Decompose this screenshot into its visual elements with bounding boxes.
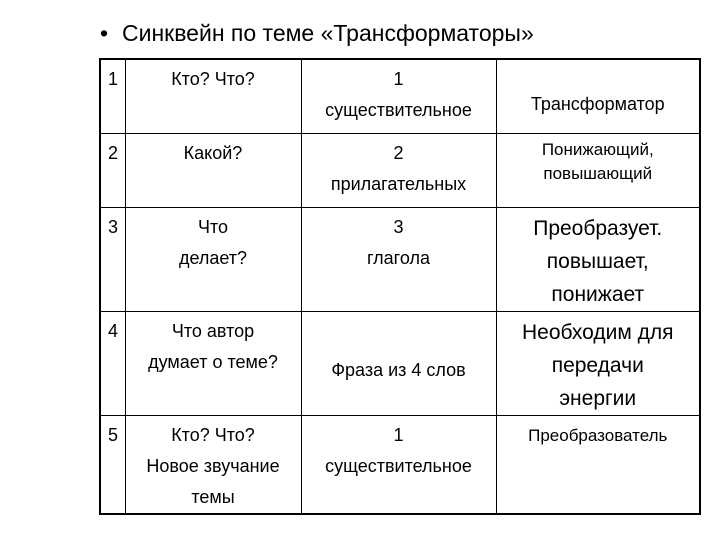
rule-line: 3	[393, 216, 404, 237]
table-row	[100, 207, 700, 311]
table-row	[100, 415, 700, 514]
slide-title	[100, 20, 534, 47]
question-cell	[125, 133, 301, 207]
rule-cell	[301, 59, 496, 133]
row-number: 2	[100, 133, 125, 207]
table-row	[100, 133, 700, 207]
cinquain-table	[99, 58, 701, 515]
rule-cell	[301, 133, 496, 207]
slide-title-text: Синквейн по теме «Трансформаторы»	[122, 20, 534, 46]
question-cell	[125, 311, 301, 415]
answer-line: Преобразователь	[528, 425, 668, 445]
answer-cell	[496, 133, 700, 207]
answer-line: Трансформатор	[530, 93, 665, 114]
question-line: думает о теме?	[148, 351, 278, 372]
rule-cell	[301, 311, 496, 415]
question-line: темы	[191, 486, 235, 507]
question-cell	[125, 59, 301, 133]
answer-line: энергии	[559, 386, 637, 410]
answer-line: Необходим для	[522, 320, 674, 344]
rule-line: существительное	[325, 100, 472, 120]
question-line: Кто? Что?	[171, 424, 255, 445]
rule-line: Фраза из 4 слов	[331, 359, 466, 380]
answer-line: Преобразует.	[533, 216, 663, 240]
rule-cell	[301, 207, 496, 311]
rule-line: прилагательных	[330, 173, 467, 194]
question-cell	[125, 207, 301, 311]
rule-line: существительное	[325, 455, 472, 476]
rule-line: глагола	[367, 247, 430, 268]
row-number: 5	[100, 415, 125, 514]
question-line: Что	[197, 216, 229, 237]
question-line: Какой?	[183, 142, 243, 163]
question-line: делает?	[178, 247, 248, 268]
table-row	[100, 311, 700, 415]
question-cell	[125, 415, 301, 514]
answer-line: понижает	[551, 282, 645, 306]
answer-cell	[496, 59, 700, 133]
question-line: Кто? Что?	[171, 69, 255, 89]
rule-cell	[301, 415, 496, 514]
rule-line: 1	[393, 424, 404, 445]
answer-cell	[496, 311, 700, 415]
answer-line: передачи	[551, 353, 644, 377]
rule-line: 2	[393, 142, 404, 163]
answer-cell	[496, 415, 700, 514]
row-number: 3	[100, 207, 125, 311]
row-number: 4	[100, 311, 125, 415]
row-number: 1	[100, 59, 125, 133]
rule-line: 1	[393, 69, 404, 89]
table-row	[100, 59, 700, 133]
question-line: Что автор	[171, 320, 255, 341]
answer-line: повышает,	[546, 249, 649, 273]
answer-line: Понижающий,	[541, 139, 654, 159]
answer-line: повышающий	[543, 163, 653, 183]
answer-cell	[496, 207, 700, 311]
bullet-icon: •	[100, 20, 109, 46]
question-line: Новое звучание	[146, 455, 280, 476]
